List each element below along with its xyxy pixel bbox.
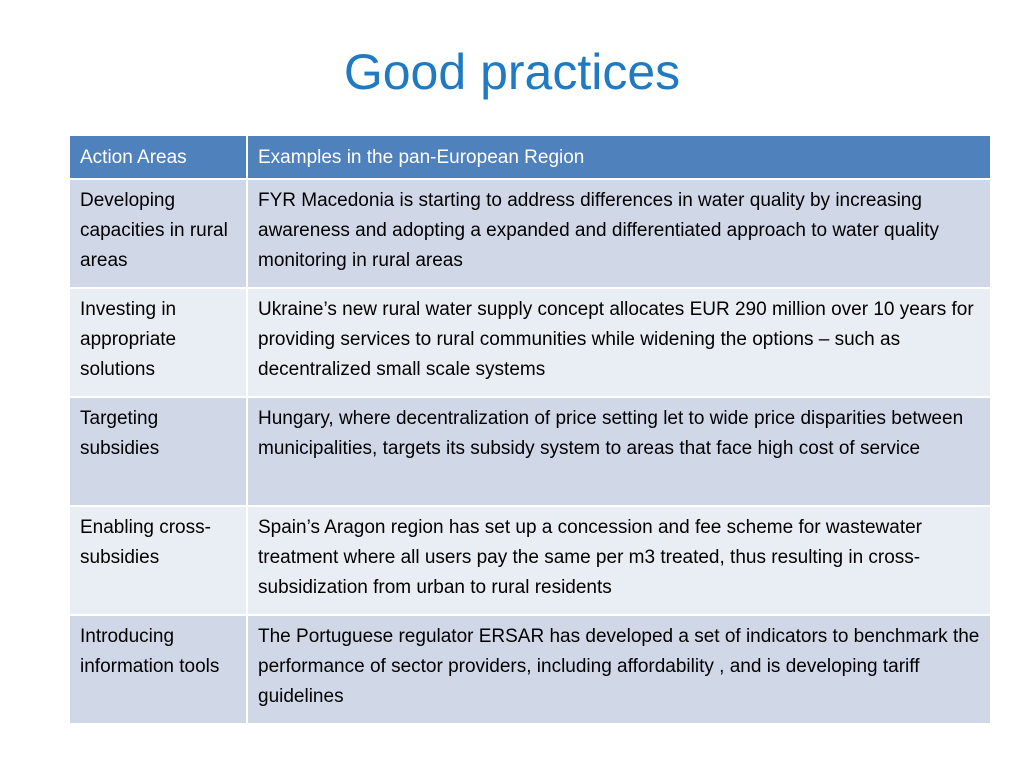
example-cell: Ukraine’s new rural water supply concept allocates EUR 290 million over 10 years for providing services to rural communities while widening the options – such as decentralized small scale systems [247, 288, 991, 397]
action-area-cell: Developing capacities in rural areas [69, 179, 247, 288]
column-header-examples: Examples in the pan-European Region [247, 135, 991, 179]
action-area-cell: Introducing information tools [69, 615, 247, 724]
example-cell: FYR Macedonia is starting to address differences in water quality by increasing awareness and adopting a expanded and differentiated approach to water quality monitoring in rural areas [247, 179, 991, 288]
table-row [69, 506, 991, 615]
table-row [69, 288, 991, 397]
example-cell: Hungary, where decentralization of price setting let to wide price disparities between municipalities, targets its subsidy system to areas that face high cost of service [247, 397, 991, 506]
slide-title: Good practices [343, 44, 681, 100]
example-cell: The Portuguese regulator ERSAR has developed a set of indicators to benchmark the performance of sector providers, including affordability , and is developing tariff guidelines [247, 615, 991, 724]
action-area-cell: Investing in appropriate solutions [69, 288, 247, 397]
action-area-cell: Targeting subsidies [69, 397, 247, 506]
table-row [69, 397, 991, 506]
column-header-action-areas: Action Areas [69, 135, 247, 179]
table-row [69, 179, 991, 288]
table-header-row [69, 135, 991, 179]
table-row [69, 615, 991, 724]
example-cell: Spain’s Aragon region has set up a concession and fee scheme for wastewater treatment where all users pay the same per m3 treated, thus resulting in cross-subsidization from urban to rural residents [247, 506, 991, 615]
good-practices-table [68, 134, 992, 725]
action-area-cell: Enabling cross-subsidies [69, 506, 247, 615]
